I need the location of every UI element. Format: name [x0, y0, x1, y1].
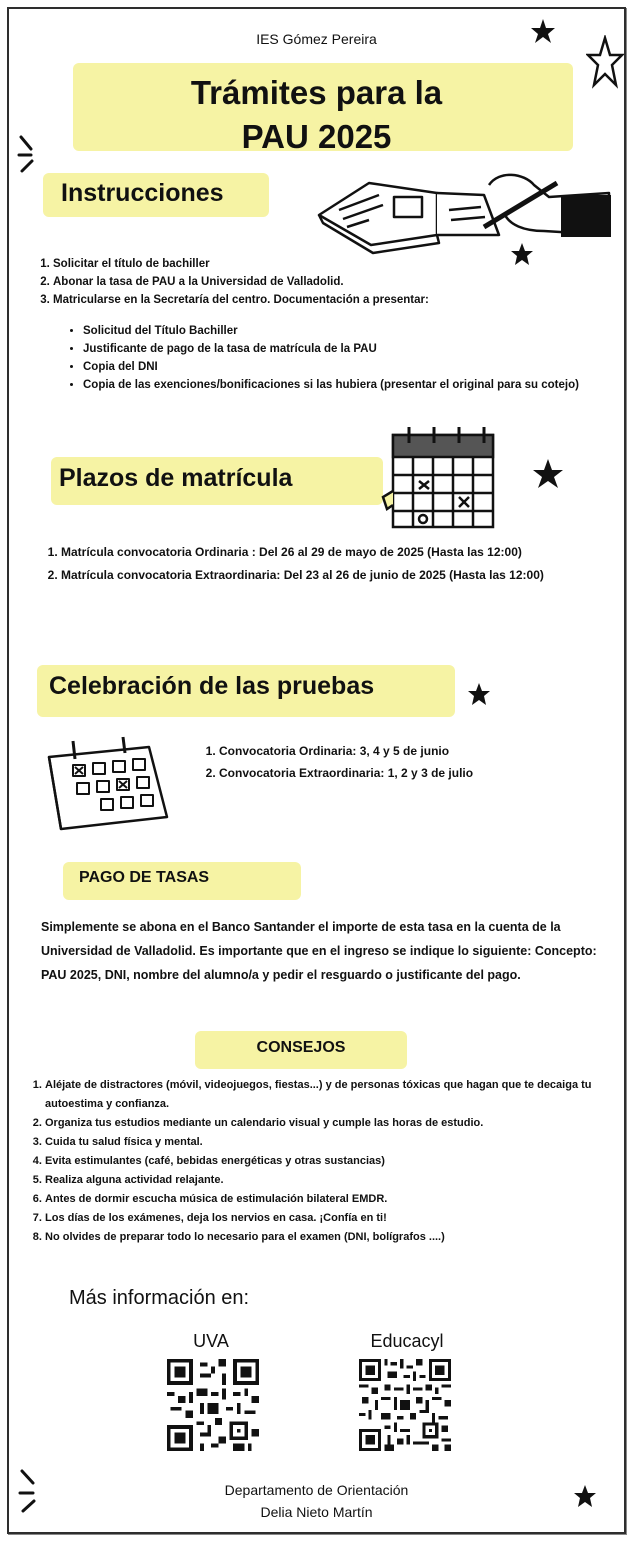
list-item: 2. Matrícula convocatoria Extraordinaria: Del 23 al 26 de junio de 2025 (Hasta las 12:00) — [61, 566, 629, 585]
list-item: 3. Matricularse en la Secretaría del centro. Documentación a presentar: — [53, 291, 623, 309]
documentacion-list — [69, 322, 623, 394]
footer — [9, 1479, 624, 1523]
list-item: 4. Evita estimulantes (café, bebidas energéticas y otras sustancias) — [45, 1152, 631, 1171]
consejos-heading: CONSEJOS — [256, 1039, 346, 1056]
instrucciones-list — [39, 255, 623, 309]
list-item: 7. Los días de los exámenes, deja los nervios en casa. ¡Confía en ti! — [45, 1209, 631, 1228]
qr-code-uva[interactable] — [167, 1359, 259, 1451]
pago-heading: PAGO DE TASAS — [79, 869, 210, 886]
infographic-page — [7, 7, 626, 1534]
calendar-icon — [379, 421, 501, 531]
title-line-1: Trámites para la — [190, 74, 443, 111]
list-item: • Copia del DNI — [83, 358, 623, 376]
list-item: • Copia de las exenciones/bonificaciones si las hubiera (presentar el original para su cotejo) — [83, 376, 623, 394]
list-item: 1. Aléjate de distractores (móvil, videojuegos, fiestas...) y de personas tóxicas que hagan que te decaiga tu autoestima y confianza. — [45, 1076, 631, 1114]
plazos-heading: Plazos de matrícula — [59, 464, 293, 492]
info-heading: Más información en: — [69, 1287, 250, 1309]
pruebas-heading: Celebración de las pruebas — [49, 672, 375, 700]
qr-code-educacyl[interactable] — [359, 1359, 451, 1451]
list-item: 2. Convocatoria Extraordinaria: 1, 2 y 3 de julio — [219, 762, 619, 784]
consejos-list — [31, 1076, 631, 1247]
star-icon — [466, 681, 492, 707]
list-item: 3. Cuida tu salud física y mental. — [45, 1133, 631, 1152]
list-item: 2. Organiza tus estudios mediante un calendario visual y cumple las horas de estudio. — [45, 1114, 631, 1133]
footer-author: Delia Nieto Martín — [260, 1504, 373, 1520]
calendar-icon — [39, 727, 177, 837]
plazos-list — [47, 543, 629, 585]
qr-label-uva: UVA — [193, 1331, 229, 1351]
instrucciones-heading: Instrucciones — [61, 179, 224, 207]
list-item: • Solicitud del Título Bachiller — [83, 322, 623, 340]
open-book-writing-icon — [309, 165, 614, 265]
list-item: 1. Solicitar el título de bachiller — [53, 255, 623, 273]
list-item: 8. No olvides de preparar todo lo necesario para el examen (DNI, bolígrafos ....) — [45, 1228, 631, 1247]
footer-department: Departamento de Orientación — [224, 1482, 409, 1498]
qr-label-educacyl: Educacyl — [370, 1331, 444, 1351]
list-item: 1. Matrícula convocatoria Ordinaria : Del 26 al 29 de mayo de 2025 (Hasta las 12:00) — [61, 543, 629, 562]
school-name: IES Gómez Pereira — [256, 31, 377, 47]
star-icon — [531, 457, 565, 491]
list-item: 2. Abonar la tasa de PAU a la Universidad de Valladolid. — [53, 273, 623, 291]
title-line-2: PAU 2025 — [241, 118, 392, 155]
pago-text: Simplemente se abona en el Banco Santander el importe de esta tasa en la cuenta de la Universidad de Valladolid. Es importante que en el ingreso se indique lo siguiente: Concepto: PAU 2025, DNI, nombre del alumno/a y pedir el resguardo o justificante del pago. — [41, 920, 597, 982]
list-item: 1. Convocatoria Ordinaria: 3, 4 y 5 de junio — [219, 740, 619, 762]
list-item: • Justificante de pago de la tasa de matrícula de la PAU — [83, 340, 623, 358]
list-item: 6. Antes de dormir escucha música de estimulación bilateral EMDR. — [45, 1190, 631, 1209]
page-title — [9, 71, 624, 159]
pruebas-list — [205, 740, 619, 784]
list-item: 5. Realiza alguna actividad relajante. — [45, 1171, 631, 1190]
